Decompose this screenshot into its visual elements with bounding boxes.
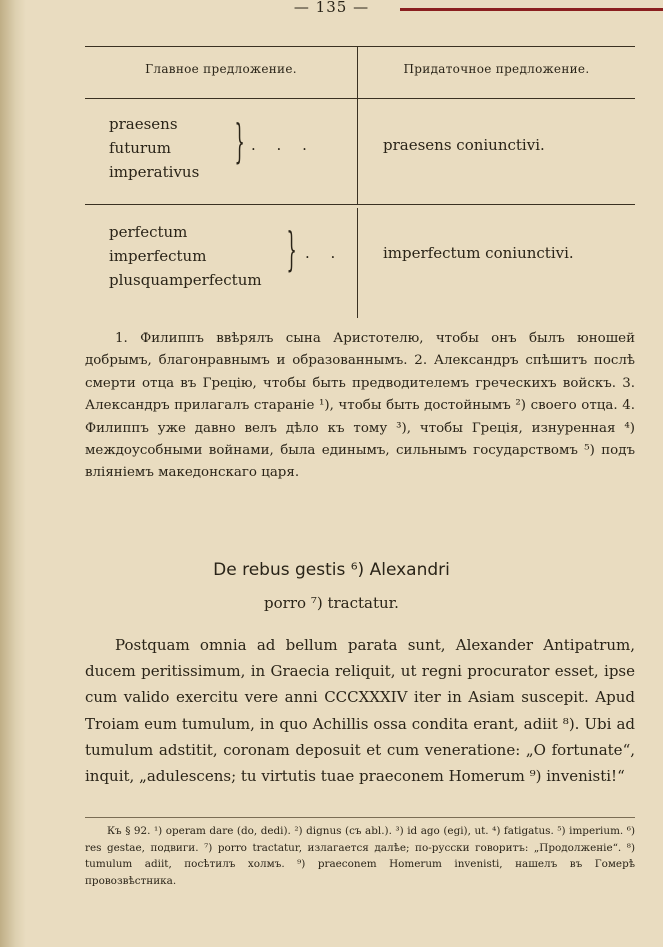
tense-item: imperfectum (109, 247, 207, 265)
row2-subordinate-mood: imperfectum coniunctivi. (383, 244, 574, 262)
page-number: — 135 — (293, 0, 370, 16)
section-heading: De rebus gestis ⁶) Alexandri (213, 560, 450, 580)
table-top-rule (85, 46, 635, 47)
row2-tenses (109, 220, 262, 292)
footnotes (85, 823, 635, 889)
header-main-clause: Главное предложение. (145, 62, 297, 76)
tense-item: futurum (109, 139, 171, 157)
page-edge-shadow (0, 0, 26, 947)
tense-item: imperativus (109, 163, 200, 181)
latin-paragraph: Postquam omnia ad bellum parata sunt, Alexander Antipatrum, ducem peritissimum, in Graecia reliquit, ut regni procurator esset, ipse cum valido exercitu vere anni CCCXXXIV iter in Asiam suscepit. Apud Troiam eum tumulum, in quo Achillis ossa condita erant, adiit ⁸). Ubi ad tumulum adstitit, coronam deposuit et cum veneratione: „O fortunate“, inquit, „adulescens; tu virtutis tuae praeconem Homerum ⁹) invenisti!“ (85, 636, 635, 786)
footnote-rule (85, 817, 635, 818)
table-row-rule (85, 204, 635, 205)
russian-exercise-text (85, 328, 635, 485)
row1-subordinate-mood: praesens coniunctivi. (383, 136, 545, 154)
russian-paragraph: 1. Филиппъ ввѣрялъ сына Аристотелю, чтобы онъ былъ юношей добрымъ, благонравнымъ и образованнымъ. 2. Александръ спѣшитъ послѣ смерти отца въ Грецію, чтобы быть предводителемъ греческихъ войскъ. 3. Александръ прилагалъ стараніе ¹), чтобы быть достойнымъ ²) своего отца. 4. Филиппъ уже давно велъ дѣло къ тому ³), чтобы Греція, изнуренная ⁴) междоусобными войнами, была единымъ, сильнымъ государствомъ ⁵) подъ вліяніемъ македонскаго царя. (85, 331, 635, 481)
table-header-rule (85, 98, 635, 99)
row1-tenses (109, 112, 199, 184)
latin-reading-text (85, 632, 635, 789)
tense-item: plusquamperfectum (109, 271, 262, 289)
row1-dots: . . . (251, 136, 315, 154)
row2-dots: . . (305, 244, 344, 262)
footnote-text: Къ § 92. ¹) operam dare (do, dedi). ²) dignus (съ abl.). ³) id ago (egi), ut. ⁴) fatigatus. ⁵) imperium. ⁶) res gestae, подвиги. ⁷) porro tractatur, излагается далѣе; по-русски говоритъ: „Продолженіе“. ⁸) tumulum adiit, посѣтилъ холмъ. ⁹) praeconem Homerum invenisti, нашелъ въ Гомерѣ провозвѣстника. (85, 825, 635, 887)
row2-brace: } (286, 222, 297, 276)
section-subheading: porro ⁷) tractatur. (264, 594, 399, 612)
table-row1-divider (357, 98, 358, 204)
grammar-table (85, 46, 635, 318)
row1-brace: } (234, 114, 245, 168)
tense-item: perfectum (109, 223, 188, 241)
tense-item: praesens (109, 115, 178, 133)
table-row2-divider (357, 208, 358, 318)
header-subordinate-clause: Придаточное предложение. (403, 62, 590, 76)
